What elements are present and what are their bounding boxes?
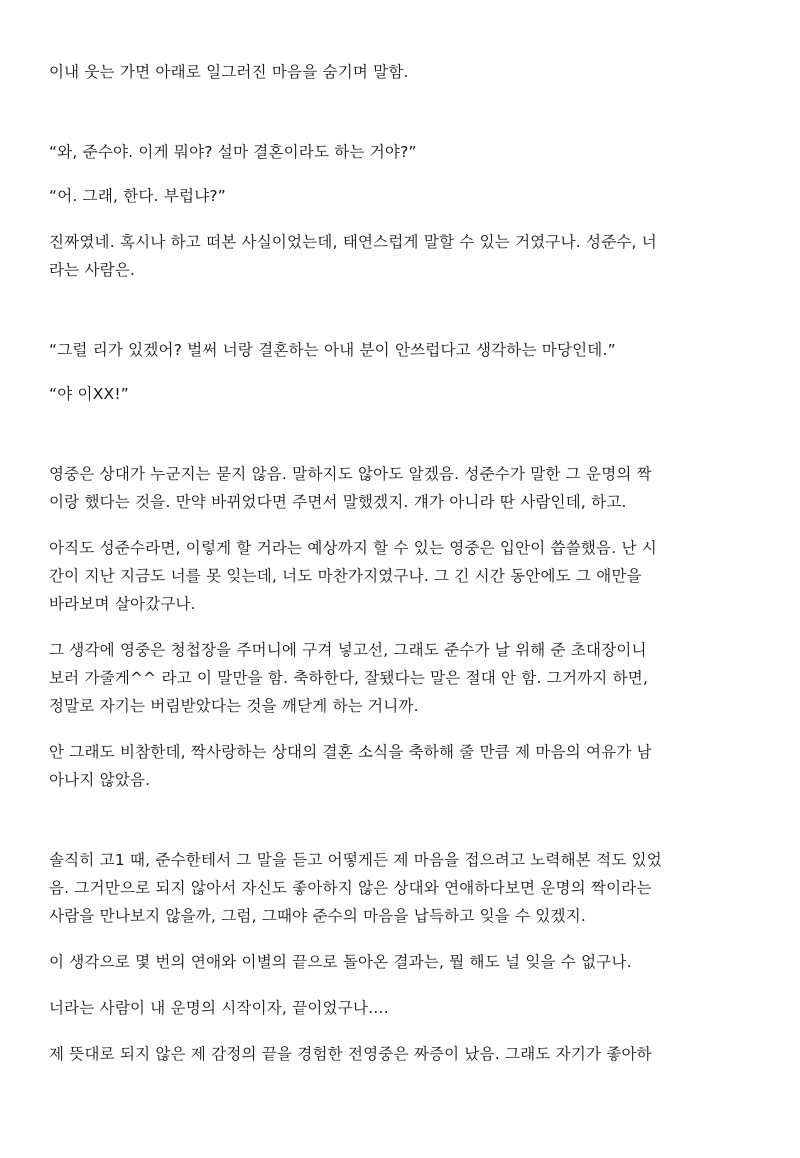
spacer bbox=[49, 976, 749, 994]
text-line: 제 뜻대로 되지 않은 제 감정의 끝을 경험한 전영중은 짜증이 났음. 그래도 자기가 좋아하 bbox=[49, 1045, 652, 1063]
spacer bbox=[49, 794, 749, 846]
text-line: 진짜였네. 혹시나 하고 떠본 사실이었는데, 태연스럽게 말할 수 있는 거였구나. 성준수, 너 bbox=[49, 233, 657, 251]
spacer bbox=[49, 720, 749, 738]
dialogue-paragraph bbox=[49, 182, 749, 210]
spacer bbox=[49, 210, 749, 228]
text-line: 아나지 않았음. bbox=[49, 771, 151, 789]
text-line: 사람을 만나보지 않을까, 그럼, 그때야 준수의 마음을 납득하고 잊을 수 있겠지. bbox=[49, 907, 587, 925]
dialogue-paragraph bbox=[49, 380, 749, 408]
spacer bbox=[49, 408, 749, 460]
text-line: 간이 지난 지금도 너를 못 잊는데, 너도 마찬가지였구나. 그 긴 시간 동안에도 그 애만을 bbox=[49, 567, 642, 585]
spacer bbox=[49, 364, 749, 380]
text-line: 이내 웃는 가면 아래로 일그러진 마음을 숨기며 말함. bbox=[49, 63, 409, 81]
paragraph bbox=[49, 228, 749, 284]
spacer bbox=[49, 930, 749, 948]
text-line: 너라는 사람이 내 운명의 시작이자, 끝이었구나…. bbox=[49, 999, 389, 1017]
paragraph bbox=[49, 846, 749, 930]
dialogue-paragraph bbox=[49, 336, 749, 364]
paragraph bbox=[49, 636, 749, 720]
text-line: 안 그래도 비참한데, 짝사랑하는 상대의 결혼 소식을 축하해 줄 만큼 제 마음의 여유가 남 bbox=[49, 743, 652, 761]
spacer bbox=[49, 86, 749, 138]
dialogue-paragraph bbox=[49, 138, 749, 166]
paragraph bbox=[49, 1040, 749, 1068]
paragraph bbox=[49, 948, 749, 976]
text-line: 음. 그거만으로 되지 않아서 자신도 좋아하지 않은 상대와 연애하다보면 운명의 짝이라는 bbox=[49, 879, 652, 897]
paragraph bbox=[49, 534, 749, 618]
spacer bbox=[49, 166, 749, 182]
text-line: 보러 가줄게^^ 라고 이 말만을 함. 축하한다, 잘됐다는 말은 절대 안 함. 그거까지 하면, bbox=[49, 669, 649, 687]
text-line: 라는 사람은. bbox=[49, 261, 136, 279]
document-body bbox=[49, 58, 749, 1068]
paragraph bbox=[49, 460, 749, 516]
text-line: 이 생각으로 몇 번의 연애와 이별의 끝으로 돌아온 결과는, 뭘 해도 널 잊을 수 없구나. bbox=[49, 953, 632, 971]
text-line: 그 생각에 영중은 청첩장을 주머니에 구겨 넣고선, 그래도 준수가 날 위해 준 초대장이니 bbox=[49, 641, 647, 659]
text-line: 영중은 상대가 누군지는 묻지 않음. 말하지도 않아도 알겠음. 성준수가 말한 그 운명의 짝 bbox=[49, 465, 652, 483]
spacer bbox=[49, 284, 749, 336]
text-line: “와, 준수야. 이게 뭐야? 설마 결혼이라도 하는 거야?” bbox=[49, 143, 417, 161]
text-line: “그럴 리가 있겠어? 벌써 너랑 결혼하는 아내 분이 안쓰럽다고 생각하는 마당인데.” bbox=[49, 341, 616, 359]
spacer bbox=[49, 516, 749, 534]
text-line: 아직도 성준수라면, 이렇게 할 거라는 예상까지 할 수 있는 영중은 입안이 씁쓸했음. 난 시 bbox=[49, 539, 657, 557]
paragraph bbox=[49, 58, 749, 86]
paragraph bbox=[49, 738, 749, 794]
text-line: 솔직히 고1 때, 준수한테서 그 말을 듣고 어떻게든 제 마음을 접으려고 노력해본 적도 있었 bbox=[49, 851, 662, 869]
paragraph bbox=[49, 994, 749, 1022]
text-line: 이랑 했다는 것을. 만약 바뀌었다면 주면서 말했겠지. 걔가 아니라 딴 사람인데, 하고. bbox=[49, 493, 627, 511]
spacer bbox=[49, 1022, 749, 1040]
text-line: “야 이XX!” bbox=[49, 385, 129, 403]
text-line: “어. 그래, 한다. 부럽냐?” bbox=[49, 187, 227, 205]
text-line: 정말로 자기는 버림받았다는 것을 깨닫게 하는 거니까. bbox=[49, 697, 419, 715]
text-line: 바라보며 살아갔구나. bbox=[49, 595, 196, 613]
spacer bbox=[49, 618, 749, 636]
